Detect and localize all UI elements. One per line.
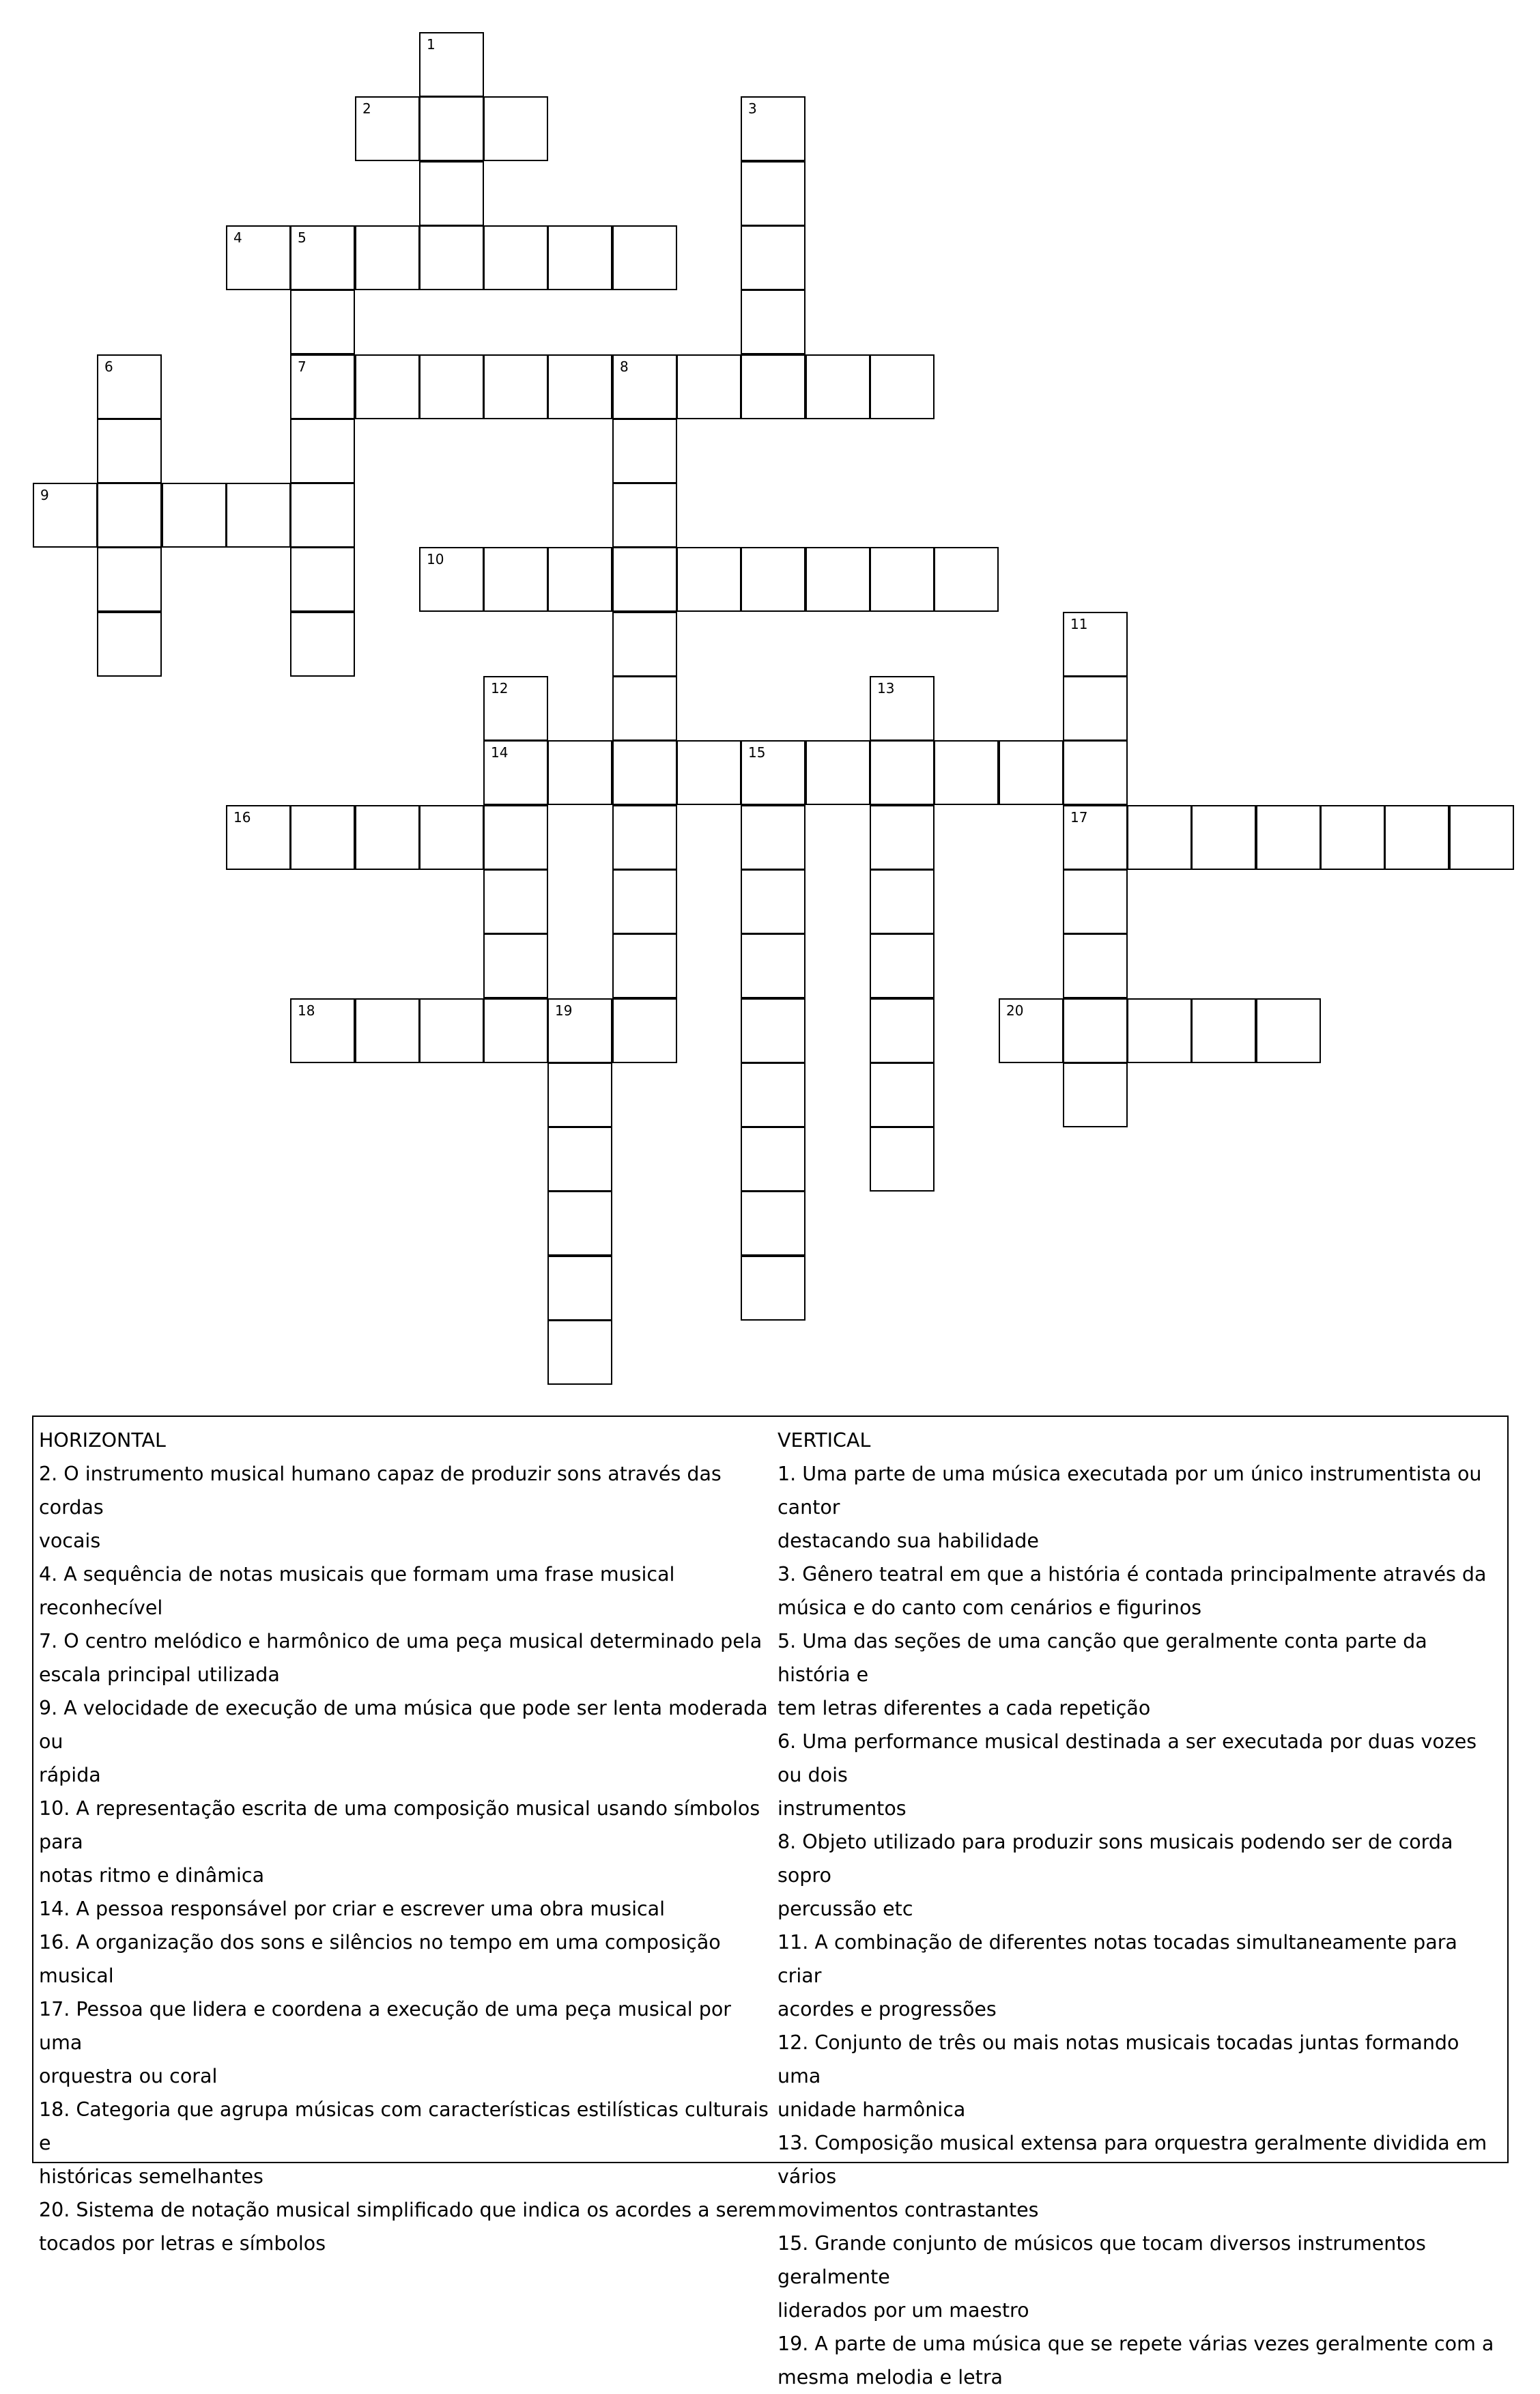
clue-line: 18. Categoria que agrupa músicas com características estilísticas culturais e bbox=[39, 2098, 769, 2154]
clue-line: 10. A representação escrita de uma composição musical usando símbolos para bbox=[39, 1797, 760, 1853]
grid-cell[interactable] bbox=[1127, 998, 1192, 1063]
clue-line: 6. Uma performance musical destinada a ser executada por duas vozes ou dois bbox=[778, 1730, 1477, 1786]
grid-cell[interactable] bbox=[612, 805, 677, 870]
grid-cell[interactable] bbox=[290, 290, 355, 354]
grid-cell[interactable] bbox=[1063, 1062, 1128, 1127]
clue-line: 17. Pessoa que lidera e coordena a execução de uma peça musical por uma bbox=[39, 1998, 732, 2054]
clue-number: 12 bbox=[491, 680, 509, 696]
clue-line: 12. Conjunto de três ou mais notas musicais tocadas juntas formando uma bbox=[778, 2031, 1459, 2087]
grid-cell[interactable] bbox=[483, 805, 548, 870]
grid-cell[interactable] bbox=[547, 1127, 612, 1192]
grid-cell[interactable] bbox=[290, 354, 355, 419]
grid-cell[interactable] bbox=[741, 869, 805, 934]
grid-cell[interactable] bbox=[290, 612, 355, 677]
clue-number: 17 bbox=[1070, 809, 1088, 826]
grid-cell[interactable] bbox=[741, 933, 805, 998]
clue-line: 16. A organização dos sons e silêncios no tempo em uma composição musical bbox=[39, 1931, 721, 1987]
grid-cell[interactable] bbox=[870, 869, 935, 934]
grid-cell[interactable] bbox=[547, 225, 612, 290]
grid-cell[interactable] bbox=[741, 96, 805, 161]
clue-line: 15. Grande conjunto de músicos que tocam diversos instrumentos geralmente bbox=[778, 2232, 1426, 2288]
grid-cell[interactable] bbox=[612, 419, 677, 483]
grid-cell[interactable] bbox=[483, 676, 548, 741]
grid-cell[interactable] bbox=[419, 32, 484, 97]
grid-cell[interactable] bbox=[290, 805, 355, 870]
grid-cell[interactable] bbox=[419, 161, 484, 226]
grid-cell[interactable] bbox=[612, 933, 677, 998]
grid-cell[interactable] bbox=[741, 805, 805, 870]
grid-cell[interactable] bbox=[547, 547, 612, 612]
grid-cell[interactable] bbox=[741, 547, 805, 612]
grid-cell[interactable] bbox=[419, 547, 484, 612]
clue-number: 16 bbox=[233, 809, 251, 826]
clue-line: vocais bbox=[39, 1530, 101, 1552]
grid-cell[interactable] bbox=[741, 354, 805, 419]
clue-line: instrumentos bbox=[778, 1797, 907, 1820]
clue-line: movimentos contrastantes bbox=[778, 2199, 1039, 2221]
grid-cell[interactable] bbox=[741, 290, 805, 354]
clue-line: 2. O instrumento musical humano capaz de produzir sons através das cordas bbox=[39, 1463, 722, 1519]
clue-line: destacando sua habilidade bbox=[778, 1530, 1039, 1552]
clue-line: 5. Uma das seções de uma canção que geralmente conta parte da história e bbox=[778, 1630, 1427, 1686]
grid-cell[interactable] bbox=[226, 225, 291, 290]
grid-cell[interactable] bbox=[870, 354, 935, 419]
grid-cell[interactable] bbox=[870, 676, 935, 741]
grid-cell[interactable] bbox=[483, 225, 548, 290]
clue-line: música e do canto com cenários e figurinos bbox=[778, 1596, 1202, 1619]
grid-cell[interactable] bbox=[1127, 805, 1192, 870]
grid-cell[interactable] bbox=[1063, 998, 1128, 1063]
clue-number: 14 bbox=[491, 744, 509, 761]
grid-cell[interactable] bbox=[97, 419, 162, 483]
clue-number: 15 bbox=[748, 744, 766, 761]
grid-cell[interactable] bbox=[355, 96, 420, 161]
grid-cell[interactable] bbox=[355, 225, 420, 290]
clue-number: 10 bbox=[427, 551, 444, 567]
grid-cell[interactable] bbox=[226, 805, 291, 870]
grid-cell[interactable] bbox=[612, 225, 677, 290]
clue-number: 19 bbox=[555, 1002, 573, 1019]
grid-cell[interactable] bbox=[355, 998, 420, 1063]
grid-cell[interactable] bbox=[870, 998, 935, 1063]
grid-cell[interactable] bbox=[419, 998, 484, 1063]
grid-cell[interactable] bbox=[612, 547, 677, 612]
clue-line: 11. A combinação de diferentes notas tocadas simultaneamente para criar bbox=[778, 1931, 1457, 1987]
vertical-clues-title: VERTICAL bbox=[778, 1429, 871, 1452]
grid-cell[interactable] bbox=[1320, 805, 1385, 870]
grid-cell[interactable] bbox=[741, 225, 805, 290]
grid-cell[interactable] bbox=[97, 354, 162, 419]
grid-cell[interactable] bbox=[612, 676, 677, 741]
clue-number: 11 bbox=[1070, 616, 1088, 632]
grid-cell[interactable] bbox=[483, 547, 548, 612]
grid-cell[interactable] bbox=[290, 547, 355, 612]
grid-cell[interactable] bbox=[290, 483, 355, 548]
clue-line: rápida bbox=[39, 1764, 101, 1786]
grid-cell[interactable] bbox=[934, 547, 999, 612]
grid-cell[interactable] bbox=[547, 998, 612, 1063]
clue-number: 8 bbox=[620, 358, 629, 375]
grid-cell[interactable] bbox=[1063, 805, 1128, 870]
grid-cell[interactable] bbox=[741, 1062, 805, 1127]
grid-cell[interactable] bbox=[419, 354, 484, 419]
grid-cell[interactable] bbox=[870, 740, 935, 805]
clue-line: 9. A velocidade de execução de uma música que pode ser lenta moderada ou bbox=[39, 1697, 768, 1753]
grid-cell[interactable] bbox=[870, 547, 935, 612]
clue-line: escala principal utilizada bbox=[39, 1663, 280, 1686]
grid-cell[interactable] bbox=[547, 1256, 612, 1321]
clue-number: 6 bbox=[104, 358, 113, 375]
grid-cell[interactable] bbox=[1191, 805, 1256, 870]
grid-cell[interactable] bbox=[162, 483, 227, 548]
grid-cell[interactable] bbox=[547, 1191, 612, 1256]
clue-line: 3. Gênero teatral em que a história é contada principalmente através da bbox=[778, 1563, 1487, 1586]
grid-cell[interactable] bbox=[805, 547, 870, 612]
clue-number: 3 bbox=[748, 100, 757, 117]
grid-cell[interactable] bbox=[547, 1320, 612, 1385]
grid-cell[interactable] bbox=[290, 225, 355, 290]
clue-line: históricas semelhantes bbox=[39, 2165, 263, 2188]
grid-cell[interactable] bbox=[290, 419, 355, 483]
clue-line: tocados por letras e símbolos bbox=[39, 2232, 326, 2255]
grid-cell[interactable] bbox=[870, 1127, 935, 1192]
grid-cell[interactable] bbox=[612, 869, 677, 934]
grid-cell[interactable] bbox=[741, 998, 805, 1063]
clue-number: 4 bbox=[233, 229, 242, 246]
vertical-clues bbox=[778, 1424, 1505, 2394]
clue-number: 9 bbox=[40, 487, 49, 503]
grid-cell[interactable] bbox=[1191, 998, 1256, 1063]
horizontal-clues-title: HORIZONTAL bbox=[39, 1429, 166, 1452]
clue-line: 20. Sistema de notação musical simplificado que indica os acordes a serem bbox=[39, 2199, 777, 2221]
grid-cell[interactable] bbox=[1256, 805, 1321, 870]
grid-cell[interactable] bbox=[1063, 933, 1128, 998]
grid-cell[interactable] bbox=[483, 933, 548, 998]
clue-number: 20 bbox=[1006, 1002, 1024, 1019]
grid-cell[interactable] bbox=[612, 998, 677, 1063]
grid-cell[interactable] bbox=[97, 612, 162, 677]
clue-line: orquestra ou coral bbox=[39, 2065, 218, 2087]
clue-line: notas ritmo e dinâmica bbox=[39, 1864, 265, 1887]
grid-cell[interactable] bbox=[741, 161, 805, 226]
grid-cell[interactable] bbox=[547, 740, 612, 805]
grid-cell[interactable] bbox=[97, 547, 162, 612]
clue-line: 4. A sequência de notas musicais que formam uma frase musical reconhecível bbox=[39, 1563, 675, 1619]
grid-cell[interactable] bbox=[612, 483, 677, 548]
clue-number: 13 bbox=[877, 680, 895, 696]
grid-cell[interactable] bbox=[612, 740, 677, 805]
clue-line: acordes e progressões bbox=[778, 1998, 997, 2020]
grid-cell[interactable] bbox=[483, 869, 548, 934]
grid-cell[interactable] bbox=[870, 1062, 935, 1127]
clue-line: unidade harmônica bbox=[778, 2098, 966, 2121]
clue-number: 2 bbox=[362, 100, 371, 117]
grid-cell[interactable] bbox=[483, 740, 548, 805]
clue-number: 5 bbox=[298, 229, 306, 246]
grid-cell[interactable] bbox=[355, 805, 420, 870]
horizontal-clues bbox=[39, 1424, 780, 2260]
grid-cell[interactable] bbox=[547, 354, 612, 419]
clue-number: 1 bbox=[427, 36, 436, 53]
grid-cell[interactable] bbox=[483, 998, 548, 1063]
grid-cell[interactable] bbox=[612, 354, 677, 419]
clue-line: percussão etc bbox=[778, 1898, 913, 1920]
grid-cell[interactable] bbox=[676, 354, 741, 419]
clue-line: mesma melodia e letra bbox=[778, 2366, 1003, 2389]
clue-line: 8. Objeto utilizado para produzir sons musicais podendo ser de corda sopro bbox=[778, 1831, 1453, 1887]
grid-cell[interactable] bbox=[226, 483, 291, 548]
clue-number: 7 bbox=[298, 358, 306, 375]
grid-cell[interactable] bbox=[1063, 676, 1128, 741]
clue-line: 1. Uma parte de uma música executada por um único instrumentista ou cantor bbox=[778, 1463, 1482, 1519]
grid-cell[interactable] bbox=[870, 933, 935, 998]
grid-cell[interactable] bbox=[741, 1256, 805, 1321]
grid-cell[interactable] bbox=[676, 740, 741, 805]
clue-line: 7. O centro melódico e harmônico de uma peça musical determinado pela bbox=[39, 1630, 762, 1652]
clue-line: 19. A parte de uma música que se repete várias vezes geralmente com a bbox=[778, 2333, 1494, 2355]
grid-cell[interactable] bbox=[612, 612, 677, 677]
clue-line: tem letras diferentes a cada repetição bbox=[778, 1697, 1151, 1719]
grid-cell[interactable] bbox=[999, 740, 1064, 805]
grid-cell[interactable] bbox=[290, 998, 355, 1063]
clue-line: 14. A pessoa responsável por criar e escrever uma obra musical bbox=[39, 1898, 666, 1920]
grid-cell[interactable] bbox=[1063, 740, 1128, 805]
grid-cell[interactable] bbox=[1063, 612, 1128, 677]
grid-cell[interactable] bbox=[805, 740, 870, 805]
grid-cell[interactable] bbox=[870, 805, 935, 870]
grid-cell[interactable] bbox=[676, 547, 741, 612]
grid-cell[interactable] bbox=[1256, 998, 1321, 1063]
grid-cell[interactable] bbox=[1063, 869, 1128, 934]
grid-cell[interactable] bbox=[741, 1191, 805, 1256]
grid-cell[interactable] bbox=[741, 1127, 805, 1192]
grid-cell[interactable] bbox=[999, 998, 1064, 1063]
grid-cell[interactable] bbox=[355, 354, 420, 419]
clue-line: liderados por um maestro bbox=[778, 2299, 1029, 2322]
grid-cell[interactable] bbox=[934, 740, 999, 805]
grid-cell[interactable] bbox=[483, 96, 548, 161]
clues-panel bbox=[32, 1416, 1509, 2389]
grid-cell[interactable] bbox=[419, 96, 484, 161]
grid-cell[interactable] bbox=[805, 354, 870, 419]
grid-cell[interactable] bbox=[741, 740, 805, 805]
clue-number: 18 bbox=[298, 1002, 315, 1019]
grid-cell[interactable] bbox=[1384, 805, 1449, 870]
grid-cell[interactable] bbox=[33, 483, 98, 548]
grid-cell[interactable] bbox=[419, 225, 484, 290]
clue-line: 13. Composição musical extensa para orquestra geralmente dividida em vários bbox=[778, 2132, 1487, 2188]
grid-cell[interactable] bbox=[483, 354, 548, 419]
grid-cell[interactable] bbox=[97, 483, 162, 548]
grid-cell[interactable] bbox=[547, 1062, 612, 1127]
grid-cell[interactable] bbox=[1449, 805, 1514, 870]
grid-cell[interactable] bbox=[419, 805, 484, 870]
